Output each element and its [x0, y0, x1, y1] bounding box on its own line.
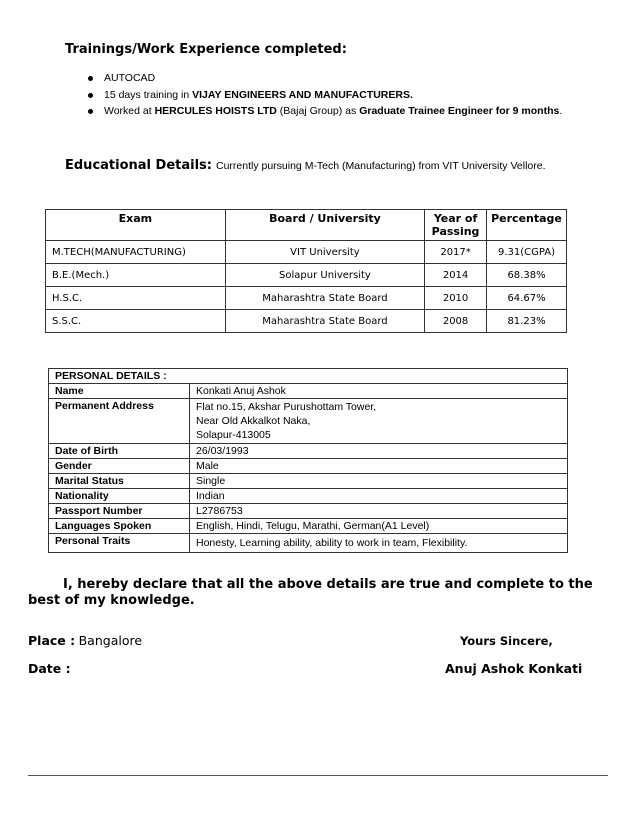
date-label: Date : — [28, 661, 71, 676]
marital-label: Marital Status — [49, 474, 190, 489]
education-cell-board: Solapur University — [225, 264, 424, 287]
dob-row — [49, 444, 568, 459]
header-exam: Exam — [46, 210, 226, 241]
education-label: Educational Details: — [65, 158, 212, 173]
traits-value: Honesty, Learning ability, ability to work in team, Flexibility. — [190, 534, 568, 553]
education-cell-percentage: 81.23% — [487, 310, 567, 333]
training-item-text: Worked at — [104, 105, 155, 117]
training-item — [88, 87, 562, 104]
bullet-icon — [88, 109, 93, 114]
declaration-text: I, hereby declare that all the above details are true and complete to the best of my knowledge. — [28, 577, 593, 608]
signature-name: Anuj Ashok Konkati — [445, 661, 583, 676]
training-item-text: HERCULES HOISTS LTD — [154, 105, 277, 117]
education-cell-exam: B.E.(Mech.) — [46, 264, 226, 287]
education-cell-percentage: 68.38% — [487, 264, 567, 287]
languages-value: English, Hindi, Telugu, Marathi, German(A1 Level) — [190, 519, 568, 534]
education-cell-year: 2008 — [425, 310, 487, 333]
education-cell-percentage: 64.67% — [487, 287, 567, 310]
dob-label: Date of Birth — [49, 444, 190, 459]
training-item-text: VIJAY ENGINEERS AND MANUFACTURERS. — [192, 88, 413, 101]
education-cell-year: 2014 — [425, 264, 487, 287]
training-list — [88, 70, 562, 120]
name-value: Konkati Anuj Ashok — [190, 384, 568, 399]
education-cell-percentage: 9.31(CGPA) — [487, 241, 567, 264]
marital-row — [49, 474, 568, 489]
training-item-text: Graduate Trainee Engineer for 9 months — [359, 105, 560, 117]
education-header-row — [46, 210, 567, 241]
education-cell-exam: S.S.C. — [46, 310, 226, 333]
education-cell-board: VIT University — [225, 241, 424, 264]
address-value — [190, 399, 568, 444]
training-heading: Trainings/Work Experience completed: — [65, 42, 347, 57]
name-label: Name — [49, 384, 190, 399]
place-label: Place : — [28, 633, 76, 648]
education-cell-board: Maharashtra State Board — [225, 287, 424, 310]
header-year: Year of Passing — [425, 210, 487, 241]
marital-value: Single — [190, 474, 568, 489]
yours-sincere: Yours Sincere, — [460, 634, 553, 648]
gender-label: Gender — [49, 459, 190, 474]
personal-heading-row — [49, 369, 568, 384]
traits-row — [49, 534, 568, 553]
address-line-2: Near Old Akkalkot Naka, — [196, 415, 311, 427]
traits-label: Personal Traits — [49, 534, 190, 553]
training-item-text: . — [559, 105, 563, 117]
training-item-text: AUTOCAD — [104, 72, 156, 84]
address-label: Permanent Address — [49, 399, 190, 444]
bottom-divider — [28, 775, 608, 776]
address-line-1: Flat no.15, Akshar Purushottam Tower, — [196, 401, 377, 413]
education-row — [46, 310, 567, 333]
nationality-label: Nationality — [49, 489, 190, 504]
education-cell-year: 2010 — [425, 287, 487, 310]
education-text: Currently pursuing M-Tech (Manufacturing) from VIT University Vellore. — [215, 160, 546, 172]
education-cell-exam: H.S.C. — [46, 287, 226, 310]
gender-value: Male — [190, 459, 568, 474]
education-row — [46, 287, 567, 310]
nationality-row — [49, 489, 568, 504]
bullet-icon — [88, 93, 93, 98]
passport-label: Passport Number — [49, 504, 190, 519]
passport-row — [49, 504, 568, 519]
place-row — [28, 633, 142, 648]
nationality-value: Indian — [190, 489, 568, 504]
gender-row — [49, 459, 568, 474]
languages-label: Languages Spoken — [49, 519, 190, 534]
header-percentage: Percentage — [487, 210, 567, 241]
place-value: Bangalore — [78, 633, 143, 648]
dob-value: 26/03/1993 — [190, 444, 568, 459]
header-board: Board / University — [225, 210, 424, 241]
personal-details-table — [48, 368, 568, 553]
education-row — [46, 241, 567, 264]
name-row — [49, 384, 568, 399]
education-cell-board: Maharashtra State Board — [225, 310, 424, 333]
education-cell-exam: M.TECH(MANUFACTURING) — [46, 241, 226, 264]
education-line — [65, 156, 546, 174]
education-cell-year: 2017* — [425, 241, 487, 264]
passport-value: L2786753 — [190, 504, 568, 519]
education-rows — [46, 241, 567, 333]
education-row — [46, 264, 567, 287]
education-table — [45, 209, 567, 333]
personal-heading: PERSONAL DETAILS : — [49, 369, 568, 384]
address-line-3: Solapur-413005 — [196, 429, 271, 441]
training-item-text: 15 days training in — [104, 88, 193, 101]
training-item — [88, 103, 562, 120]
training-item-text: (Bajaj Group) as — [276, 105, 360, 117]
languages-row — [49, 519, 568, 534]
address-row — [49, 399, 568, 444]
bullet-icon — [88, 76, 93, 81]
training-item — [88, 70, 562, 87]
